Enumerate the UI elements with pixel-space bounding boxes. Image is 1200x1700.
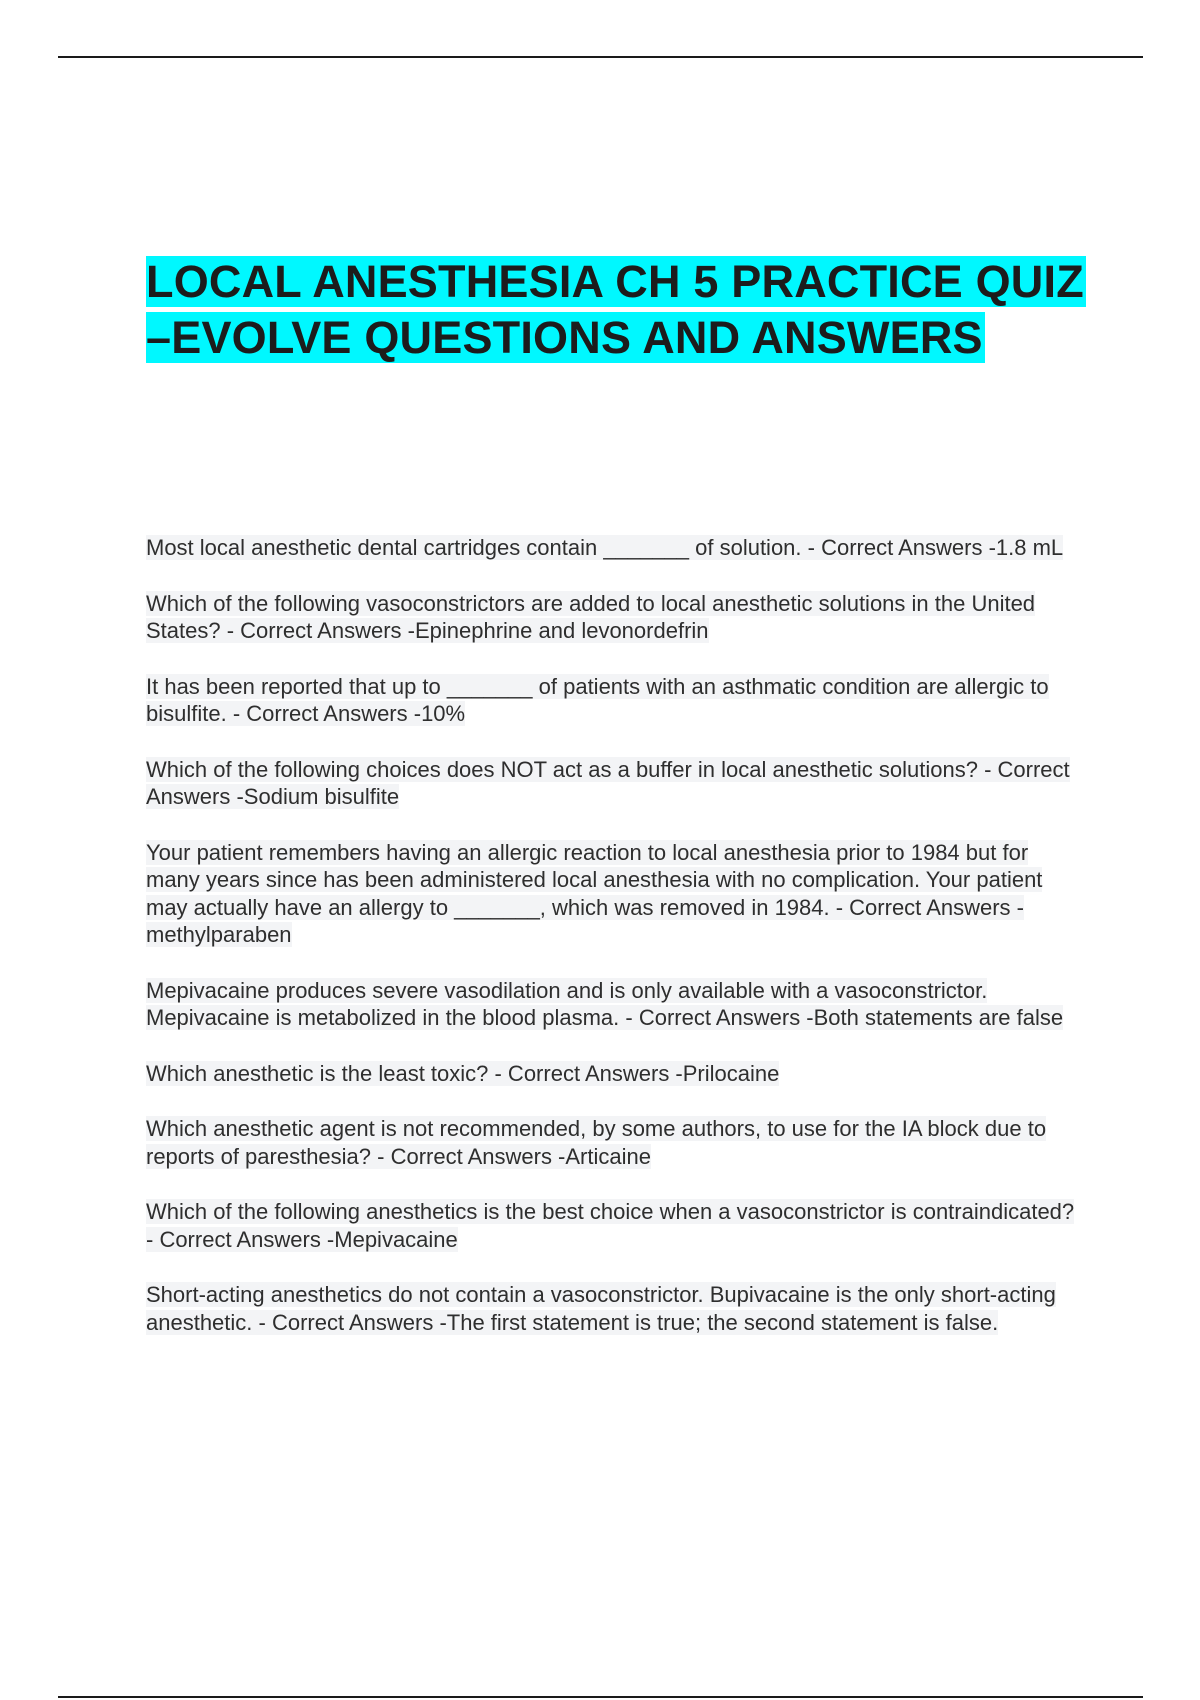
- header-rule: [58, 56, 1143, 58]
- qa-item: [146, 839, 1086, 949]
- qa-item-text: Which of the following vasoconstrictors are added to local anesthetic solutions in the United States? - Correct Answers -Epinephrine and levonordefrin: [146, 590, 1036, 643]
- qa-item-text: Your patient remembers having an allergic reaction to local anesthesia prior to 1984 but for many years since has been administered local anesthesia with no complication. Your patient may actually have an allergy to _______, which was removed in 1984. - Correct Answers -methylparaben: [146, 839, 1043, 947]
- qa-item: [146, 977, 1086, 1032]
- qa-item-text: Which of the following choices does NOT act as a buffer in local anesthetic solutions? - Correct Answers -Sodium bisulfite: [146, 756, 1070, 809]
- document-title: [146, 254, 1106, 366]
- qa-item: [146, 1115, 1086, 1170]
- qa-item-text: Mepivacaine produces severe vasodilation and is only available with a vasoconstrictor. Mepivacaine is metabolized in the blood plasma. - Correct Answers -Both statements are false: [146, 977, 1064, 1030]
- qa-item-text: Which of the following anesthetics is the best choice when a vasoconstrictor is contraindicated? - Correct Answers -Mepivacaine: [146, 1199, 1075, 1252]
- qa-item: [146, 534, 1086, 562]
- footer-rule: [58, 1696, 1143, 1698]
- qa-item: [146, 756, 1086, 811]
- qa-item-text: Short-acting anesthetics do not contain a vasoconstrictor. Bupivacaine is the only short-acting anesthetic. - Correct Answers -The first statement is true; the second statement is false.: [146, 1282, 1056, 1335]
- document-title-text: LOCAL ANESTHESIA CH 5 PRACTICE QUIZ –EVOLVE QUESTIONS AND ANSWERS: [146, 256, 1084, 363]
- qa-item: [146, 1281, 1086, 1336]
- qa-item: [146, 673, 1086, 728]
- qa-item: [146, 1060, 1086, 1088]
- qa-item: [146, 590, 1086, 645]
- qa-list: [146, 534, 1086, 1364]
- qa-item-text: Which anesthetic agent is not recommended, by some authors, to use for the IA block due to reports of paresthesia? - Correct Answers -Articaine: [146, 1116, 1047, 1169]
- qa-item-text: Most local anesthetic dental cartridges contain _______ of solution. - Correct Answers -1.8 mL: [146, 535, 1064, 560]
- qa-item: [146, 1198, 1086, 1253]
- qa-item-text: It has been reported that up to _______ of patients with an asthmatic condition are allergic to bisulfite. - Correct Answers -10%: [146, 673, 1049, 726]
- qa-item-text: Which anesthetic is the least toxic? - Correct Answers -Prilocaine: [146, 1060, 780, 1086]
